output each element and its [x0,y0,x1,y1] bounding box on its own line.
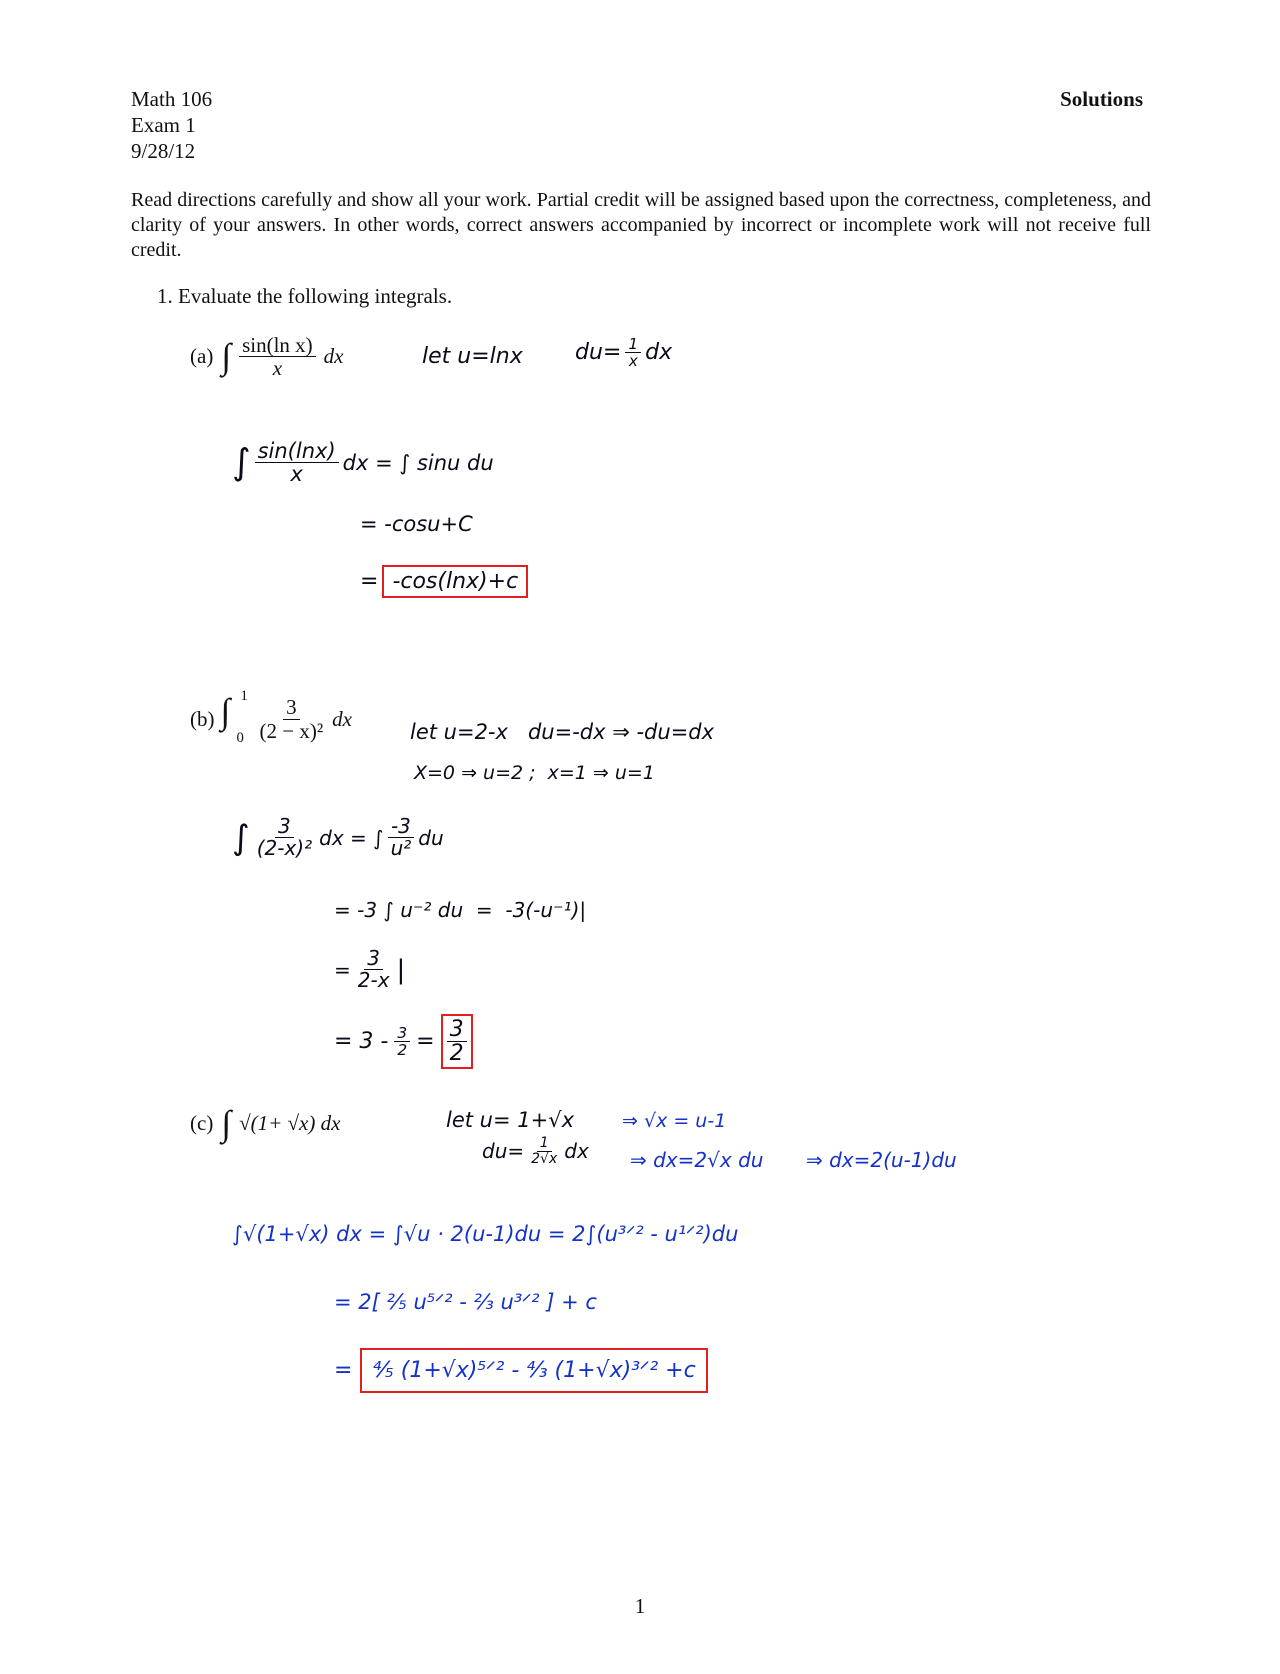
definite-integral: ∫ 1 0 [220,688,248,746]
part-a-work-3: = -cos(lnx)+c [360,565,528,598]
page-number: 1 [634,1594,646,1618]
solutions-label: Solutions [1060,87,1143,111]
part-c-label: (c) [190,1111,214,1136]
part-a-label: (a) [190,344,214,369]
part-c-work-1: ∫√(1+√x) dx = ∫√u · 2(u-1)du = 2∫(u³ᐟ² - u¹ᐟ²)du [232,1222,739,1246]
part-c-dx-relation: ⇒ dx=2√x du [630,1148,764,1172]
part-a-answer-box: -cos(lnx)+c [382,565,528,598]
part-c-answer-box: ⁴⁄₅ (1+√x)⁵ᐟ² - ⁴⁄₃ (1+√x)³ᐟ² +c [360,1348,707,1393]
course-name: Math 106 [131,87,213,111]
part-b-answer-box: $\frac{3}{2}$ [441,1014,473,1069]
part-a-substitution: let u=lnx [422,344,523,369]
part-b-label: (b) [190,706,215,731]
part-c-sqrt-relation: ⇒ √x = u-1 [622,1110,727,1132]
instructions: Read directions carefully and show all your work. Partial credit will be assigned based upon the correctness, completeness, and clarity of your answers. In other words, correct answers accompanied by incorrect or incomplete work will not receive full credit. [131,189,1151,261]
part-c-dx-final: ⇒ dx=2(u-1)du [806,1148,957,1172]
part-c-substitution: let u= 1+√x [446,1108,575,1132]
part-a-work-1: ∫ $\frac{\sin(\ln x)}{x}$ dx = ∫ sinu du [232,439,494,487]
part-b-substitution: let u=2-x du=-dx ⇒ -du=dx [410,720,715,744]
part-c-work-2: = 2[ ²⁄₅ u⁵ᐟ² - ²⁄₃ u³ᐟ² ] + c [334,1290,597,1314]
part-a-du: du= $\frac{1}{x}$ dx [575,335,673,371]
part-b-work-4: = 3 - $\frac{3}{2}$ = $\frac{3}{2}$ [334,1014,473,1069]
part-a-work-2: = -cosu+C [360,512,473,536]
part-a-integrand: $\frac{\text{sin(ln x)}}{x}$ [239,334,316,379]
part-b-limits: X=0 ⇒ u=2 ; x=1 ⇒ u=1 [414,762,655,784]
exam-date: 9/28/12 [131,139,196,163]
problem-title: 1. Evaluate the following integrals. [157,284,453,308]
exam-name: Exam 1 [131,113,196,137]
part-b-work-3: = $\frac{3}{2-x}$ | [334,946,406,992]
part-b-statement: (b) ∫ 1 0 $\frac{3}{\text{(2 − x)²}}$ dx [190,688,352,746]
part-b-work-2: = -3 ∫ u⁻² du = -3(-u⁻¹)| [334,898,587,922]
integral-sign: ∫ [221,335,232,376]
part-c-work-3: = ⁴⁄₅ (1+√x)⁵ᐟ² - ⁴⁄₃ (1+√x)³ᐟ² +c [334,1348,708,1393]
part-b-work-1: ∫ $\frac{3}{\text{(2-x)²}}$ dx = ∫ $\frac{-3}{\text{u²}}$ du [232,814,444,860]
part-a-statement: (a) ∫ $\frac{\text{sin(ln x)}}{x}$ dx [190,333,344,381]
part-b-integrand: $\frac{3}{\text{(2 − x)²}}$ [259,695,324,743]
part-c-du: du= $\frac{1}{2√x}$ dx [482,1135,589,1167]
part-c-statement: (c) ∫ √(1+ √x) dx [190,1103,341,1143]
